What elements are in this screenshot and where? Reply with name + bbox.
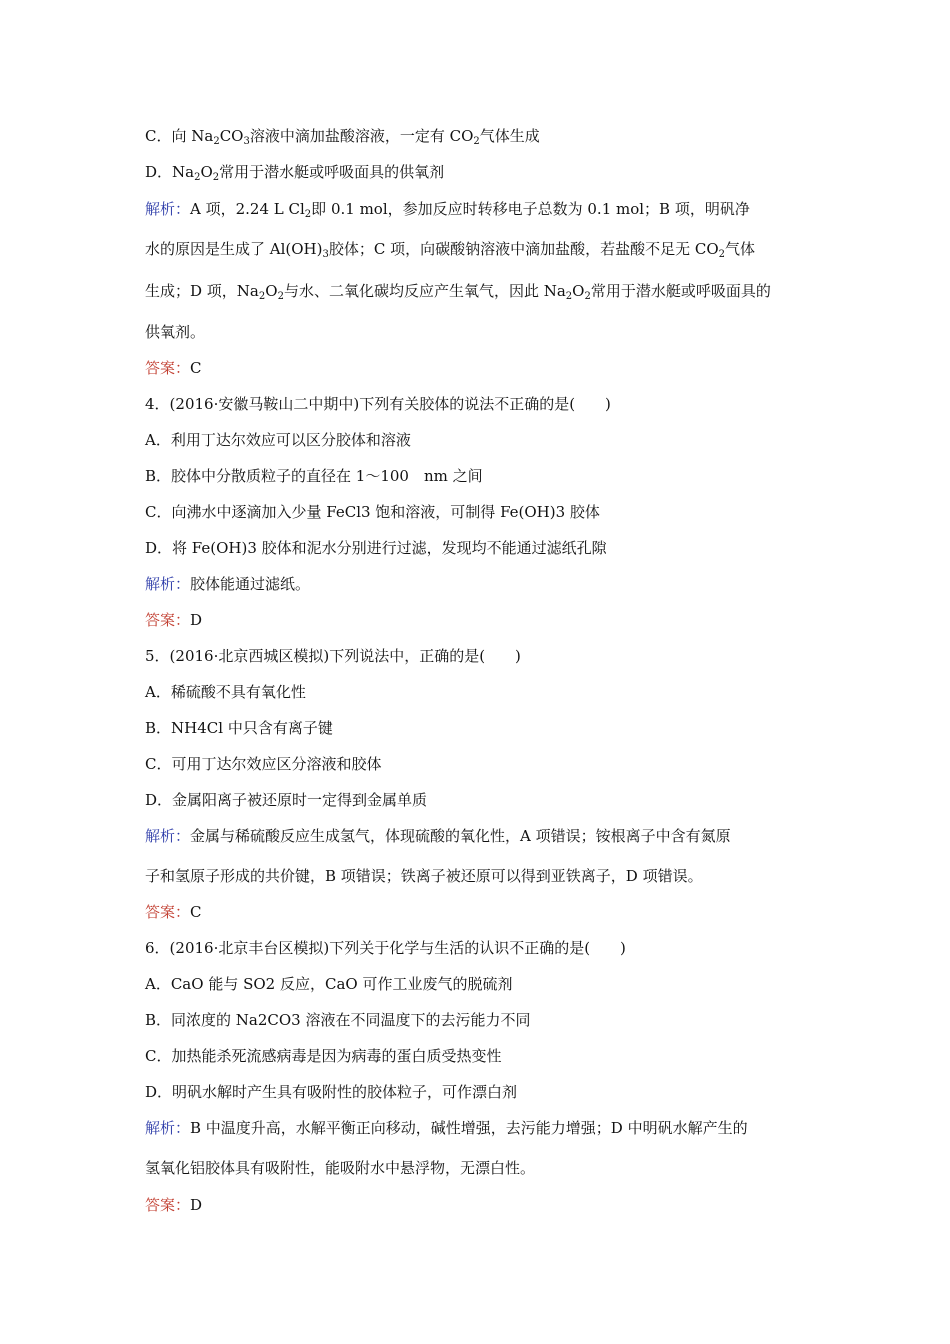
q5-analysis-line-1: 解析：金属与稀硫酸反应生成氢气，体现硫酸的氧化性，A 项错误；铵根离子中含有氮原 xyxy=(145,827,731,845)
q3-answer: 答案：C xyxy=(145,359,202,377)
q6-option-a: A．CaO 能与 SO2 反应，CaO 可作工业废气的脱硫剂 xyxy=(145,975,513,993)
q6-analysis-line-1: 解析：B 中温度升高，水解平衡正向移动，碱性增强，去污能力增强；D 中明矾水解产生的 xyxy=(145,1119,748,1137)
q5-option-b: B．NH4Cl 中只含有离子键 xyxy=(145,719,333,737)
q4-option-c: C．向沸水中逐滴加入少量 FeCl3 饱和溶液，可制得 Fe(OH)3 胶体 xyxy=(145,503,600,521)
q5-answer: 答案：C xyxy=(145,903,202,921)
q5-analysis-line-2: 子和氢原子形成的共价键，B 项错误；铁离子被还原可以得到亚铁离子，D 项错误。 xyxy=(145,867,703,885)
analysis-label: 解析： xyxy=(145,1119,191,1137)
answer-label: 答案： xyxy=(145,903,191,921)
q6-analysis-line-2: 氢氧化铝胶体具有吸附性，能吸附水中悬浮物，无漂白性。 xyxy=(145,1159,536,1177)
q6-option-d: D．明矾水解时产生具有吸附性的胶体粒子，可作漂白剂 xyxy=(145,1083,518,1101)
q5-option-a: A．稀硫酸不具有氧化性 xyxy=(145,683,306,701)
q4-answer: 答案：D xyxy=(145,611,203,629)
q4-option-d: D．将 Fe(OH)3 胶体和泥水分别进行过滤，发现均不能通过滤纸孔隙 xyxy=(145,539,607,557)
q3-analysis-line-2: 水的原因是生成了 $Al(OH)_3$胶体；C 项，向碳酸钠溶液中滴加盐酸，若盐酸不足无 $CO_2$气体 xyxy=(145,240,756,260)
q3-analysis-line-3: 生成；D 项，$Na_2O_2$与水、二氧化碳均反应产生氧气，因此 $Na_2O_2$常用于潜水艇或呼吸面具的 xyxy=(145,282,771,302)
q6-answer: 答案：D xyxy=(145,1196,203,1214)
q4-option-b: B．胶体中分散质粒子的直径在 1～100 nm 之间 xyxy=(145,467,483,485)
q4-analysis: 解析：胶体能通过滤纸。 xyxy=(145,575,311,593)
answer-label: 答案： xyxy=(145,359,191,377)
analysis-label: 解析： xyxy=(145,575,191,593)
answer-label: 答案： xyxy=(145,611,191,629)
q4-stem: 4．(2016·安徽马鞍山二中期中)下列有关胶体的说法不正确的是( ) xyxy=(145,395,611,413)
q3-option-d: D．$Na_2O_2$常用于潜水艇或呼吸面具的供氧剂 xyxy=(145,163,445,183)
analysis-label: 解析： xyxy=(145,827,191,845)
q3-analysis-line-1: 解析：A 项，2.24 L $Cl_2$即 0.1 mol，参加反应时转移电子总数为 0.1 mol；B 项，明矾净 xyxy=(145,200,750,220)
q3-option-c: C．向 $Na_2CO_3$溶液中滴加盐酸溶液，一定有 $CO_2$气体生成 xyxy=(145,127,540,147)
q6-stem: 6．(2016·北京丰台区模拟)下列关于化学与生活的认识不正确的是( ) xyxy=(145,939,626,957)
q6-option-c: C．加热能杀死流感病毒是因为病毒的蛋白质受热变性 xyxy=(145,1047,502,1065)
q4-option-a: A．利用丁达尔效应可以区分胶体和溶液 xyxy=(145,431,411,449)
q3-analysis-line-4: 供氧剂。 xyxy=(145,323,206,341)
q5-option-c: C．可用丁达尔效应区分溶液和胶体 xyxy=(145,755,382,773)
q5-stem: 5．(2016·北京西城区模拟)下列说法中，正确的是( ) xyxy=(145,647,521,665)
answer-label: 答案： xyxy=(145,1196,191,1214)
q5-option-d: D．金属阳离子被还原时一定得到金属单质 xyxy=(145,791,428,809)
analysis-label: 解析： xyxy=(145,200,191,218)
q6-option-b: B．同浓度的 Na2CO3 溶液在不同温度下的去污能力不同 xyxy=(145,1011,531,1029)
